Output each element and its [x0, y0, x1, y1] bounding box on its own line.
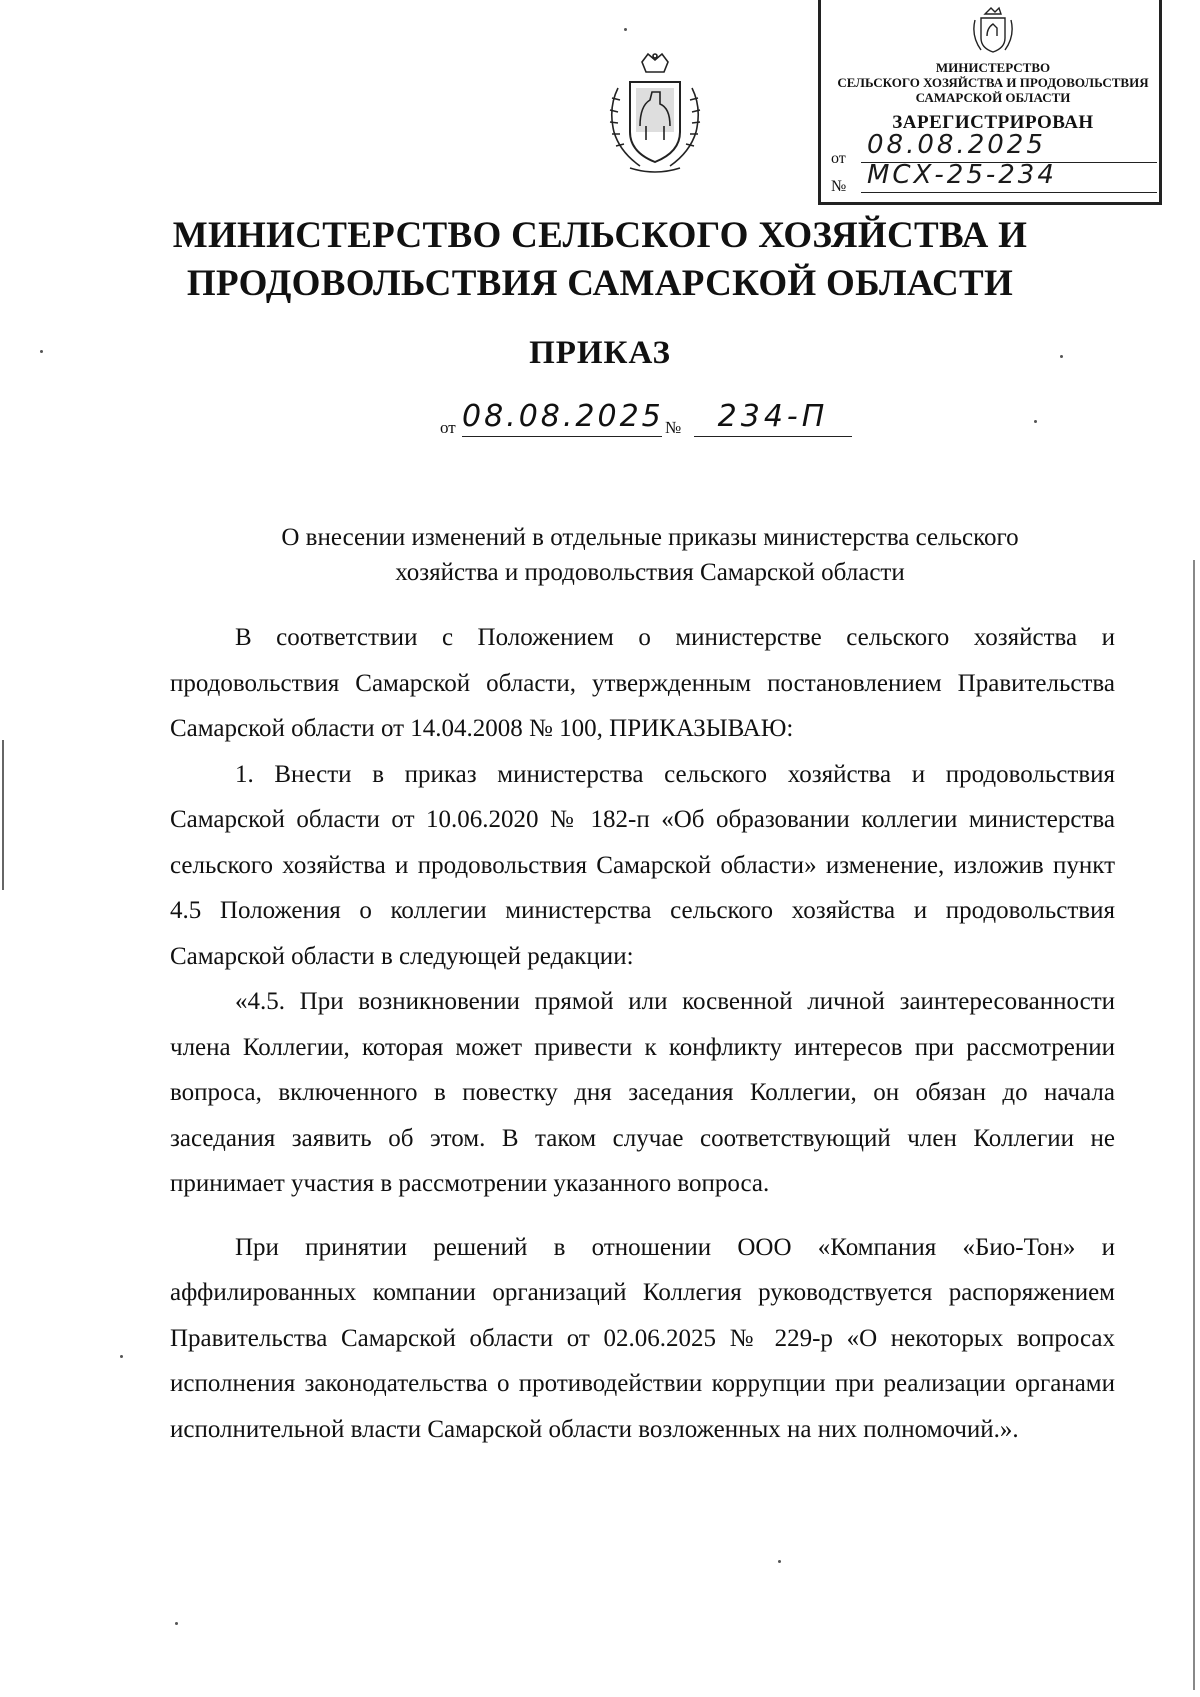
stamp-date-row [831, 150, 861, 168]
scan-speck [778, 1560, 781, 1563]
scan-speck [1034, 420, 1037, 423]
order-date-label: от [440, 418, 456, 437]
scan-speck [175, 1622, 178, 1625]
order-date-value: 08.08.2025 [462, 400, 662, 437]
scan-speck [1060, 355, 1063, 358]
paragraph-item-1: 1. Внести в приказ министерства сельского хозяйства и продовольствия Самарской области от 10.06.2020 № 182-п «Об образовании коллегии министерства сельского хозяйства и продовольствия Самарской области» изменение, изложив пункт 4.5 Положения о коллегии министерства сельского хозяйства и продовольствия Самарской области в следующей редакции: [170, 760, 1115, 970]
stamp-date-label: от [831, 150, 846, 167]
scan-edge-left [2, 740, 4, 890]
order-subject: О внесении изменений в отдельные приказы министерства сельского хозяйства и продовольствия Самарской области [281, 524, 1019, 586]
scan-edge-right [1193, 560, 1195, 1690]
paragraph-bio-ton: При принятии решений в отношении ООО «Компания «Био-Тон» и аффилированных компании организаций Коллегия руководствуется распоряжением Правительства Самарской области от 02.06.2025 № 229-р «О некоторых вопросах исполнения законодательства о противодействии коррупции при реализации органами исполнительной власти Самарской области возложенных на них полномочий.». [170, 1233, 1115, 1443]
stamp-organization: МИНИСТЕРСТВО СЕЛЬСКОГО ХОЗЯЙСТВА И ПРОДОВОЛЬСТВИЯ САМАРСКОЙ ОБЛАСТИ [837, 60, 1149, 105]
stamp-emblem-icon [971, 6, 1015, 56]
registration-stamp [818, 0, 1162, 205]
scan-speck [40, 350, 43, 353]
scan-speck [120, 1355, 123, 1358]
paragraph-preamble: В соответствии с Положением о министерстве сельского хозяйства и продовольствия Самарской области, утвержденным постановлением Правительства Самарской области от 14.04.2008 № 100, ПРИКАЗЫВАЮ: [170, 624, 1115, 742]
scan-speck [624, 28, 627, 31]
stamp-number-label: № [831, 178, 847, 195]
order-date-number [440, 400, 860, 440]
ministry-title: МИНИСТЕРСТВО СЕЛЬСКОГО ХОЗЯЙСТВА И ПРОДОВОЛЬСТВИЯ САМАРСКОЙ ОБЛАСТИ [172, 215, 1028, 304]
coat-of-arms-emblem [590, 48, 720, 178]
stamp-title: ЗАРЕГИСТРИРОВАН [892, 112, 1094, 133]
paragraph-clause-4-5: «4.5. При возникновении прямой или косвенной личной заинтересованности члена Коллегии, которая может привести к конфликту интересов при рассмотрении вопроса, включенного в повестку дня заседания Коллегии, он обязан до начала заседания заявить об этом. В таком случае соответствующий член Коллегии не принимает участия в рассмотрении указанного вопроса. [170, 988, 1115, 1197]
order-number-value: 234-П [694, 400, 852, 437]
document-type: ПРИКАЗ [529, 335, 671, 371]
stamp-number-row [831, 178, 861, 196]
order-number-label: № [665, 418, 682, 437]
stamp-number-value: МСХ-25-234 [861, 160, 1157, 193]
stamp-date-value: 08.08.2025 [861, 130, 1157, 163]
order-body [170, 615, 1115, 1452]
